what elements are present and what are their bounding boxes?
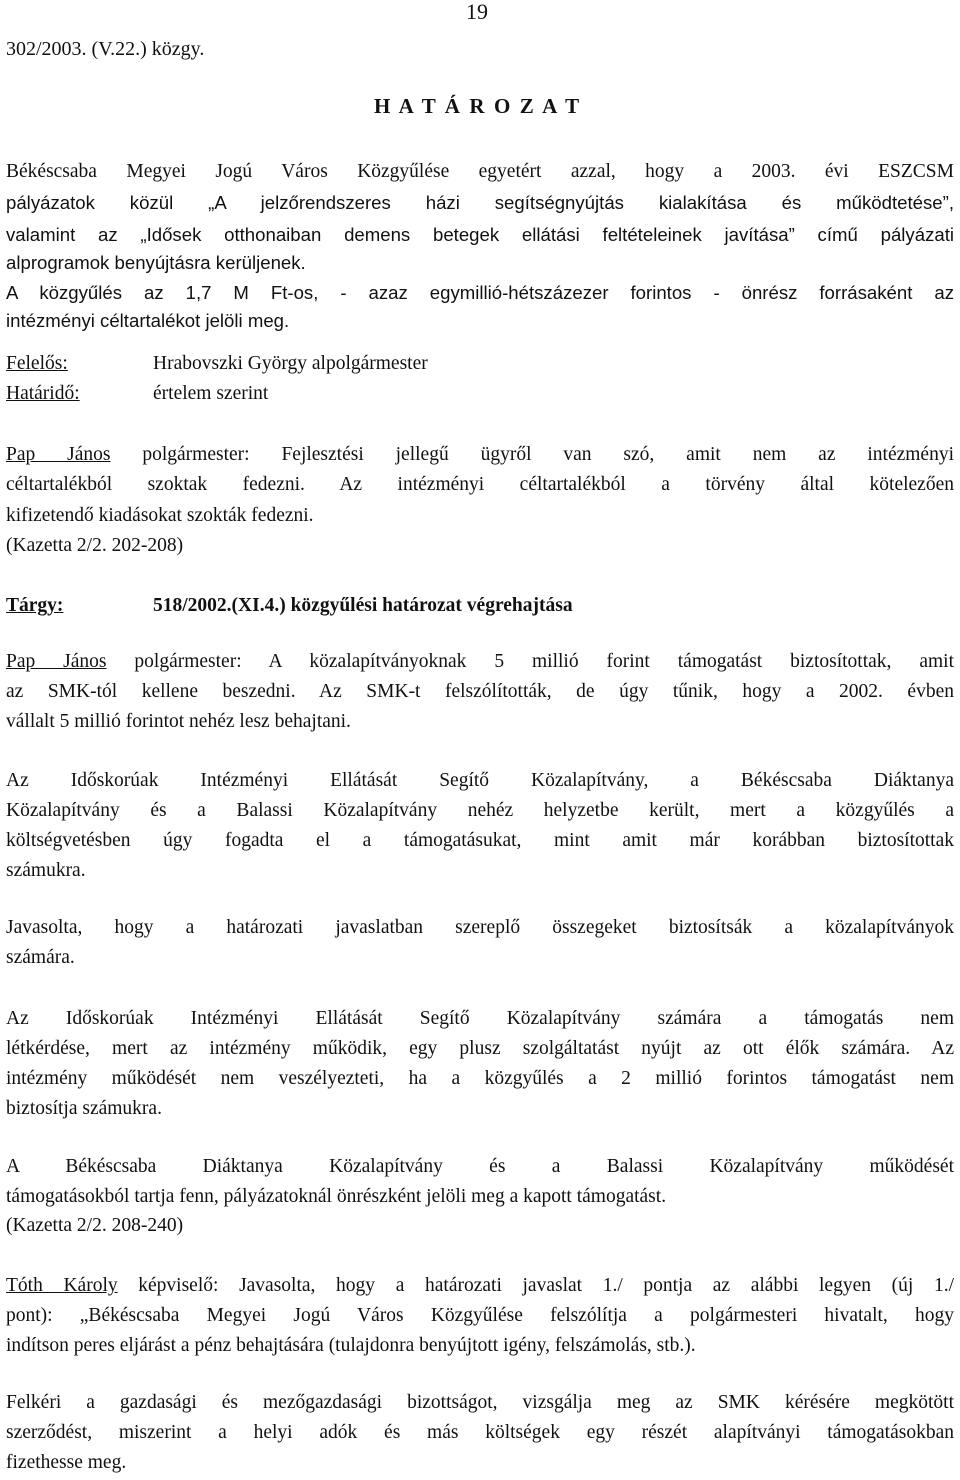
paragraph-line: pont): „Békéscsaba Megyei Jogú Város Közgyűlése felszólítja a polgármesteri hivatalt, hogy [6,1305,954,1326]
paragraph-line: Az Időskorúak Intézményi Ellátását Segítő Közalapítvány számára a támogatás nem [6,1008,954,1029]
paragraph-line: indítson peres eljárást a pénz behajtására (tulajdonra benyújtott igény, felszámolás, stb.). [6,1335,696,1356]
paragraph-line: Közalapítvány és a Balassi Közalapítvány nehéz helyzetbe került, mert a közgyűlés a [6,800,954,821]
resolution-line: pályázatok közül „A jelzőrendszeres házi segítségnyújtás kialakítása és működtetése”, [6,192,954,213]
resolution-reference: 302/2003. (V.22.) közgy. [6,38,205,60]
deadline-value: értelem szerint [153,383,269,404]
resolution-line: Békéscsaba Megyei Jogú Város Közgyűlése egyetért azzal, hogy a 2003. évi ESZCSM [6,161,954,182]
speaker-name: Pap János [6,444,111,465]
deadline-label: Határidő: [6,383,80,404]
resolution-line: valamint az „Idősek otthonaiban demens betegek ellátási feltételeinek javítása” című pályázati [6,224,954,245]
paragraph-line: szerződést, miszerint a helyi adók és más költségek egy részét alapítványi támogatásokban [6,1422,954,1443]
paragraph-line: költségvetésben úgy fogadta el a támogatásukat, mint amit már korábban biztosítottak [6,830,954,851]
paragraph-line: Felkéri a gazdasági és mezőgazdasági bizottságot, vizsgálja meg az SMK kérésére megkötött [6,1392,954,1413]
paragraph-text: polgármester: A közalapítványoknak 5 millió forint támogatást biztosítottak, amit [106,651,954,672]
paragraph-line: A Békéscsaba Diáktanya Közalapítvány és a Balassi Közalapítvány működését [6,1156,954,1177]
responsible-value: Hrabovszki György alpolgármester [153,353,428,374]
paragraph-line: számukra. [6,860,86,881]
paragraph-line: kifizetendő kiadásokat szokták fedezni. [6,505,314,526]
page-number: 19 [466,0,488,24]
paragraph-line: Javasolta, hogy a határozati javaslatban szereplő összegeket biztosítsák a közalapítványok [6,917,954,938]
subject-value: 518/2002.(XI.4.) közgyűlési határozat végrehajtása [153,595,573,616]
subject-label: Tárgy: [6,595,64,616]
paragraph-line: biztosítja számukra. [6,1098,162,1119]
paragraph-line: céltartalékból szoktak fedezni. Az intézményi céltartalékból a törvény által kötelezően [6,474,954,495]
paragraph-line: intézmény működését nem veszélyezteti, ha a közgyűlés a 2 millió forintos támogatást nem [6,1068,954,1089]
resolution-line: A közgyűlés az 1,7 M Ft-os, - azaz egymillió-hétszázezer forintos - önrész forrásaként az [6,282,954,303]
responsible-label: Felelős: [6,353,68,374]
speaker-name: Tóth Károly [6,1275,118,1296]
speaker-name: Pap János [6,651,107,672]
paragraph-line: számára. [6,947,75,968]
tape-reference: (Kazetta 2/2. 202-208) [6,535,184,556]
paragraph-line: vállalt 5 millió forintot nehéz lesz behajtani. [6,711,351,732]
resolution-title: H A T Á R O Z A T [374,94,582,118]
resolution-line: intézményi céltartalékot jelöli meg. [6,310,290,331]
paragraph-text: polgármester: Fejlesztési jellegű ügyről van szó, amit nem az intézményi [110,444,954,465]
resolution-line: alprogramok benyújtásra kerüljenek. [6,252,306,273]
tape-reference: (Kazetta 2/2. 208-240) [6,1215,184,1236]
paragraph-line: fizethesse meg. [6,1452,127,1473]
paragraph-line: támogatásokból tartja fenn, pályázatoknál önrészként jelöli meg a kapott támogatást. [6,1186,667,1207]
paragraph-line: Az Időskorúak Intézményi Ellátását Segítő Közalapítvány, a Békéscsaba Diáktanya [6,770,954,791]
paragraph-line: az SMK-tól kellene beszedni. Az SMK-t felszólították, de úgy tűnik, hogy a 2002. évben [6,681,954,702]
paragraph-line: létkérdése, mert az intézmény működik, egy plusz szolgáltatást nyújt az ott élők számára. Az [6,1038,954,1059]
paragraph-text: képviselő: Javasolta, hogy a határozati javaslat 1./ pontja az alábbi legyen (új 1./ [117,1275,954,1296]
